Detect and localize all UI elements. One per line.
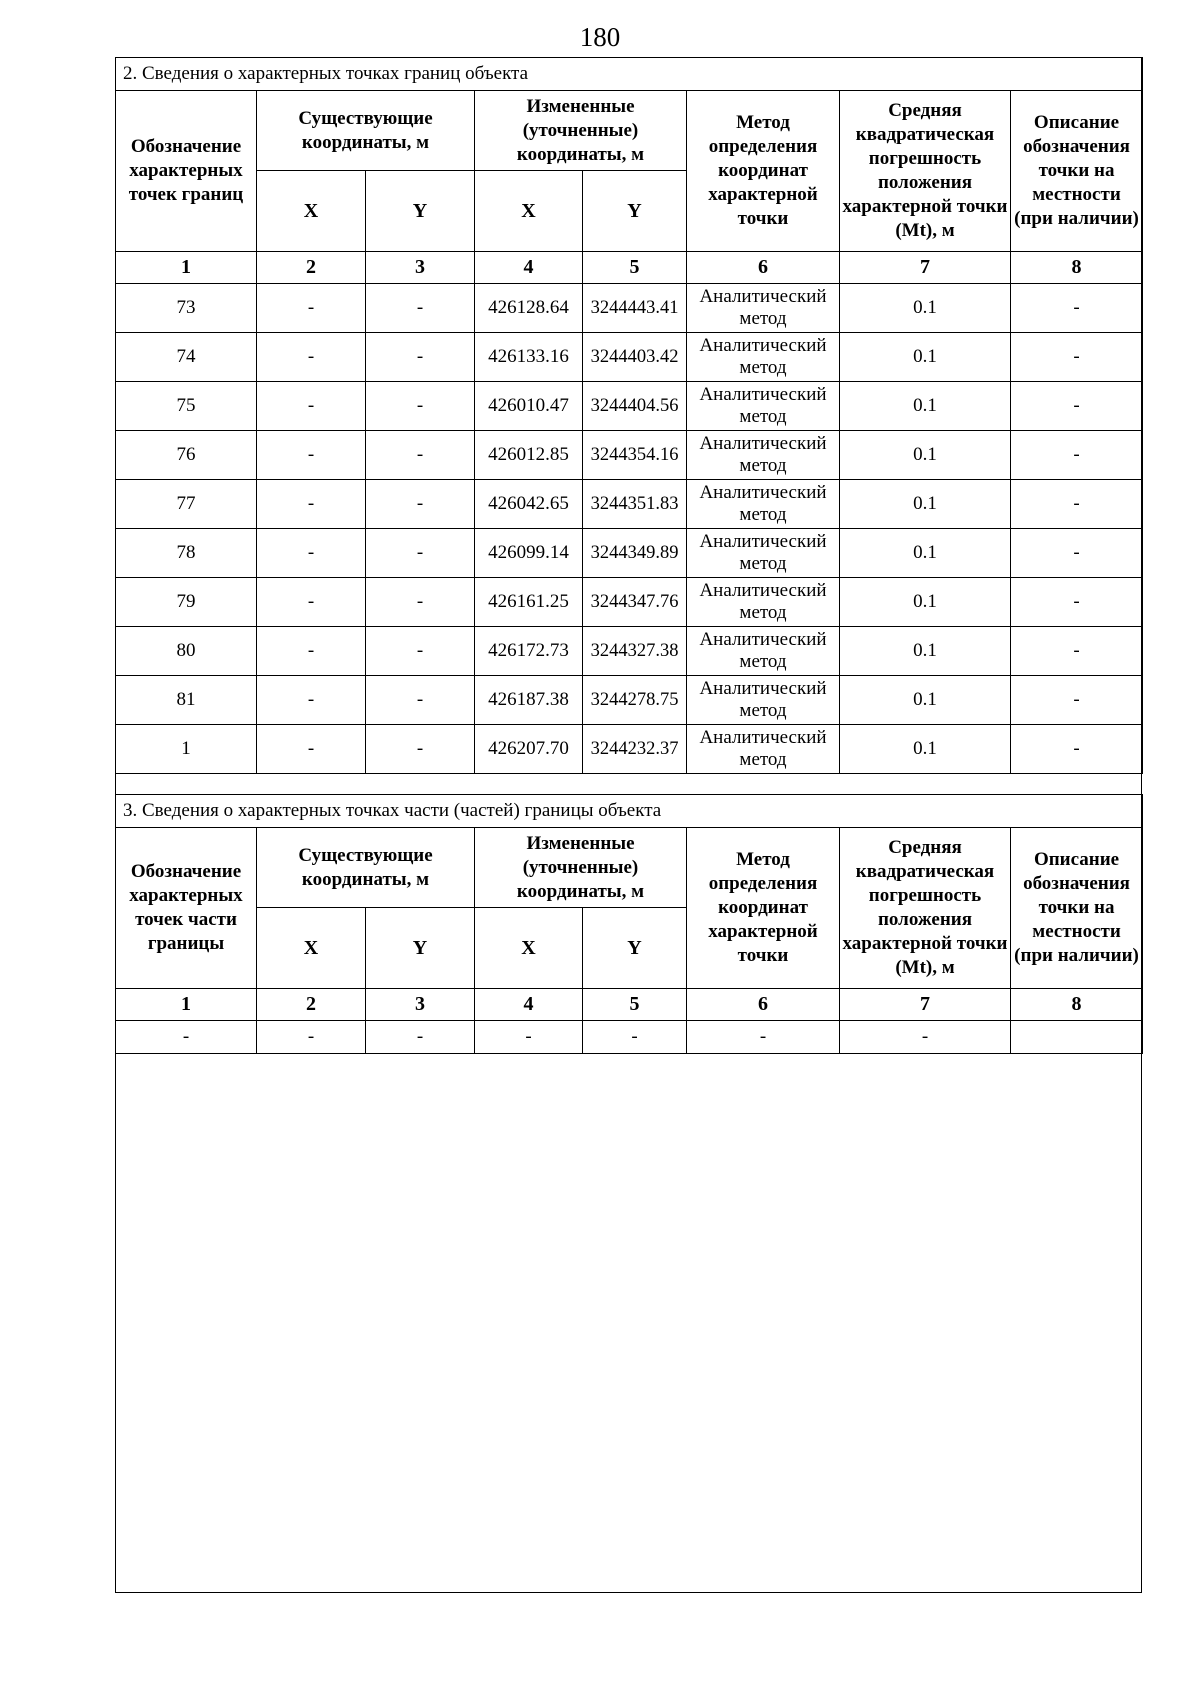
header-designation: Обозначение характерных точек части границы — [116, 828, 257, 989]
table-row — [116, 529, 1143, 578]
existing-x: - — [257, 627, 366, 676]
method: Аналитический метод — [687, 284, 840, 333]
changed-x: 426099.14 — [475, 529, 583, 578]
existing-y: - — [366, 333, 475, 382]
existing-y: - — [366, 382, 475, 431]
method: Аналитический метод — [687, 480, 840, 529]
section-3-caption: 3. Сведения о характерных точках части (частей) границы объекта — [116, 795, 1143, 828]
header-existing-y: Y — [366, 908, 475, 989]
table-row — [116, 431, 1143, 480]
changed-x: 426012.85 — [475, 431, 583, 480]
header-changed-x: X — [475, 171, 583, 252]
existing-y: - — [366, 431, 475, 480]
description: - — [1011, 627, 1143, 676]
mean-error: 0.1 — [840, 382, 1011, 431]
existing-x: - — [257, 1021, 366, 1054]
point-designation: 73 — [116, 284, 257, 333]
table-row — [116, 284, 1143, 333]
header-method: Метод определения координат характерной точки — [687, 91, 840, 252]
existing-y: - — [366, 284, 475, 333]
description: - — [1011, 676, 1143, 725]
mean-error: 0.1 — [840, 529, 1011, 578]
existing-y: - — [366, 676, 475, 725]
mean-error: 0.1 — [840, 333, 1011, 382]
column-number: 7 — [840, 252, 1011, 284]
changed-y: 3244403.42 — [583, 333, 687, 382]
header-changed-x: X — [475, 908, 583, 989]
changed-y: 3244443.41 — [583, 284, 687, 333]
changed-y: 3244351.83 — [583, 480, 687, 529]
page-number: 180 — [579, 22, 621, 52]
method: Аналитический метод — [687, 676, 840, 725]
mean-error: 0.1 — [840, 431, 1011, 480]
column-number: 4 — [475, 252, 583, 284]
column-number: 3 — [366, 989, 475, 1021]
header-designation: Обозначение характерных точек границ — [116, 91, 257, 252]
description: - — [1011, 578, 1143, 627]
header-error: Средняя квадратическая погрешность положения характерной точки (Mt), м — [840, 828, 1011, 989]
header-changed-coordinates: Измененные (уточненные) координаты, м — [475, 828, 687, 908]
changed-y: 3244354.16 — [583, 431, 687, 480]
description: - — [1011, 382, 1143, 431]
description: - — [1011, 284, 1143, 333]
point-designation: 80 — [116, 627, 257, 676]
existing-x: - — [257, 529, 366, 578]
column-number: 8 — [1011, 989, 1143, 1021]
method: - — [687, 1021, 840, 1054]
existing-x: - — [257, 480, 366, 529]
changed-x: 426187.38 — [475, 676, 583, 725]
point-designation: 1 — [116, 725, 257, 774]
section-2-caption: 2. Сведения о характерных точках границ объекта — [116, 58, 1143, 91]
column-number: 2 — [257, 252, 366, 284]
point-designation: 75 — [116, 382, 257, 431]
header-existing-y: Y — [366, 171, 475, 252]
changed-x: 426133.16 — [475, 333, 583, 382]
changed-y: 3244349.89 — [583, 529, 687, 578]
changed-y: 3244404.56 — [583, 382, 687, 431]
point-designation: 81 — [116, 676, 257, 725]
column-number: 8 — [1011, 252, 1143, 284]
table-row — [116, 480, 1143, 529]
existing-y: - — [366, 627, 475, 676]
table-row — [116, 1021, 1143, 1054]
column-number: 6 — [687, 989, 840, 1021]
table-row — [116, 627, 1143, 676]
existing-x: - — [257, 676, 366, 725]
method: Аналитический метод — [687, 627, 840, 676]
changed-y: 3244232.37 — [583, 725, 687, 774]
existing-x: - — [257, 382, 366, 431]
column-number: 1 — [116, 252, 257, 284]
mean-error: 0.1 — [840, 480, 1011, 529]
column-number: 7 — [840, 989, 1011, 1021]
header-error: Средняя квадратическая погрешность положения характерной точки (Mt), м — [840, 91, 1011, 252]
table-row — [116, 676, 1143, 725]
boundary-part-points-table — [115, 794, 1143, 1054]
changed-y: 3244278.75 — [583, 676, 687, 725]
table-row — [116, 382, 1143, 431]
existing-y: - — [366, 725, 475, 774]
table-row — [116, 333, 1143, 382]
table-row — [116, 725, 1143, 774]
mean-error: 0.1 — [840, 725, 1011, 774]
table-row — [116, 578, 1143, 627]
column-number: 5 — [583, 252, 687, 284]
column-number: 6 — [687, 252, 840, 284]
existing-y: - — [366, 1021, 475, 1054]
mean-error: 0.1 — [840, 627, 1011, 676]
column-numbers-row — [116, 252, 1143, 284]
point-designation: 78 — [116, 529, 257, 578]
method: Аналитический метод — [687, 578, 840, 627]
existing-x: - — [257, 431, 366, 480]
mean-error: 0.1 — [840, 284, 1011, 333]
changed-x: 426172.73 — [475, 627, 583, 676]
changed-x: 426161.25 — [475, 578, 583, 627]
mean-error: 0.1 — [840, 578, 1011, 627]
description: - — [1011, 431, 1143, 480]
existing-y: - — [366, 480, 475, 529]
existing-y: - — [366, 578, 475, 627]
description: - — [1011, 725, 1143, 774]
description: - — [1011, 480, 1143, 529]
method: Аналитический метод — [687, 382, 840, 431]
column-number: 4 — [475, 989, 583, 1021]
changed-x: 426042.65 — [475, 480, 583, 529]
description: - — [1011, 333, 1143, 382]
header-description: Описание обозначения точки на местности (при наличии) — [1011, 91, 1143, 252]
header-changed-coordinates: Измененные (уточненные) координаты, м — [475, 91, 687, 171]
point-designation: 79 — [116, 578, 257, 627]
column-number: 5 — [583, 989, 687, 1021]
header-existing-coordinates: Существующие координаты, м — [257, 91, 475, 171]
changed-y: - — [583, 1021, 687, 1054]
mean-error: - — [840, 1021, 1011, 1054]
existing-x: - — [257, 284, 366, 333]
boundary-points-table — [115, 57, 1143, 774]
method: Аналитический метод — [687, 725, 840, 774]
point-designation: 74 — [116, 333, 257, 382]
method: Аналитический метод — [687, 333, 840, 382]
header-existing-coordinates: Существующие координаты, м — [257, 828, 475, 908]
existing-y: - — [366, 529, 475, 578]
existing-x: - — [257, 333, 366, 382]
column-number: 1 — [116, 989, 257, 1021]
changed-x: 426207.70 — [475, 725, 583, 774]
header-changed-y: Y — [583, 908, 687, 989]
mean-error: 0.1 — [840, 676, 1011, 725]
changed-x: 426128.64 — [475, 284, 583, 333]
existing-x: - — [257, 578, 366, 627]
description — [1011, 1021, 1143, 1054]
header-changed-y: Y — [583, 171, 687, 252]
changed-x: 426010.47 — [475, 382, 583, 431]
header-description: Описание обозначения точки на местности (при наличии) — [1011, 828, 1143, 989]
column-number: 3 — [366, 252, 475, 284]
column-numbers-row — [116, 989, 1143, 1021]
method: Аналитический метод — [687, 431, 840, 480]
changed-x: - — [475, 1021, 583, 1054]
point-designation: 76 — [116, 431, 257, 480]
column-number: 2 — [257, 989, 366, 1021]
changed-y: 3244327.38 — [583, 627, 687, 676]
changed-y: 3244347.76 — [583, 578, 687, 627]
header-method: Метод определения координат характерной точки — [687, 828, 840, 989]
header-existing-x: X — [257, 171, 366, 252]
header-existing-x: X — [257, 908, 366, 989]
existing-x: - — [257, 725, 366, 774]
method: Аналитический метод — [687, 529, 840, 578]
point-designation: 77 — [116, 480, 257, 529]
description: - — [1011, 529, 1143, 578]
point-designation: - — [116, 1021, 257, 1054]
